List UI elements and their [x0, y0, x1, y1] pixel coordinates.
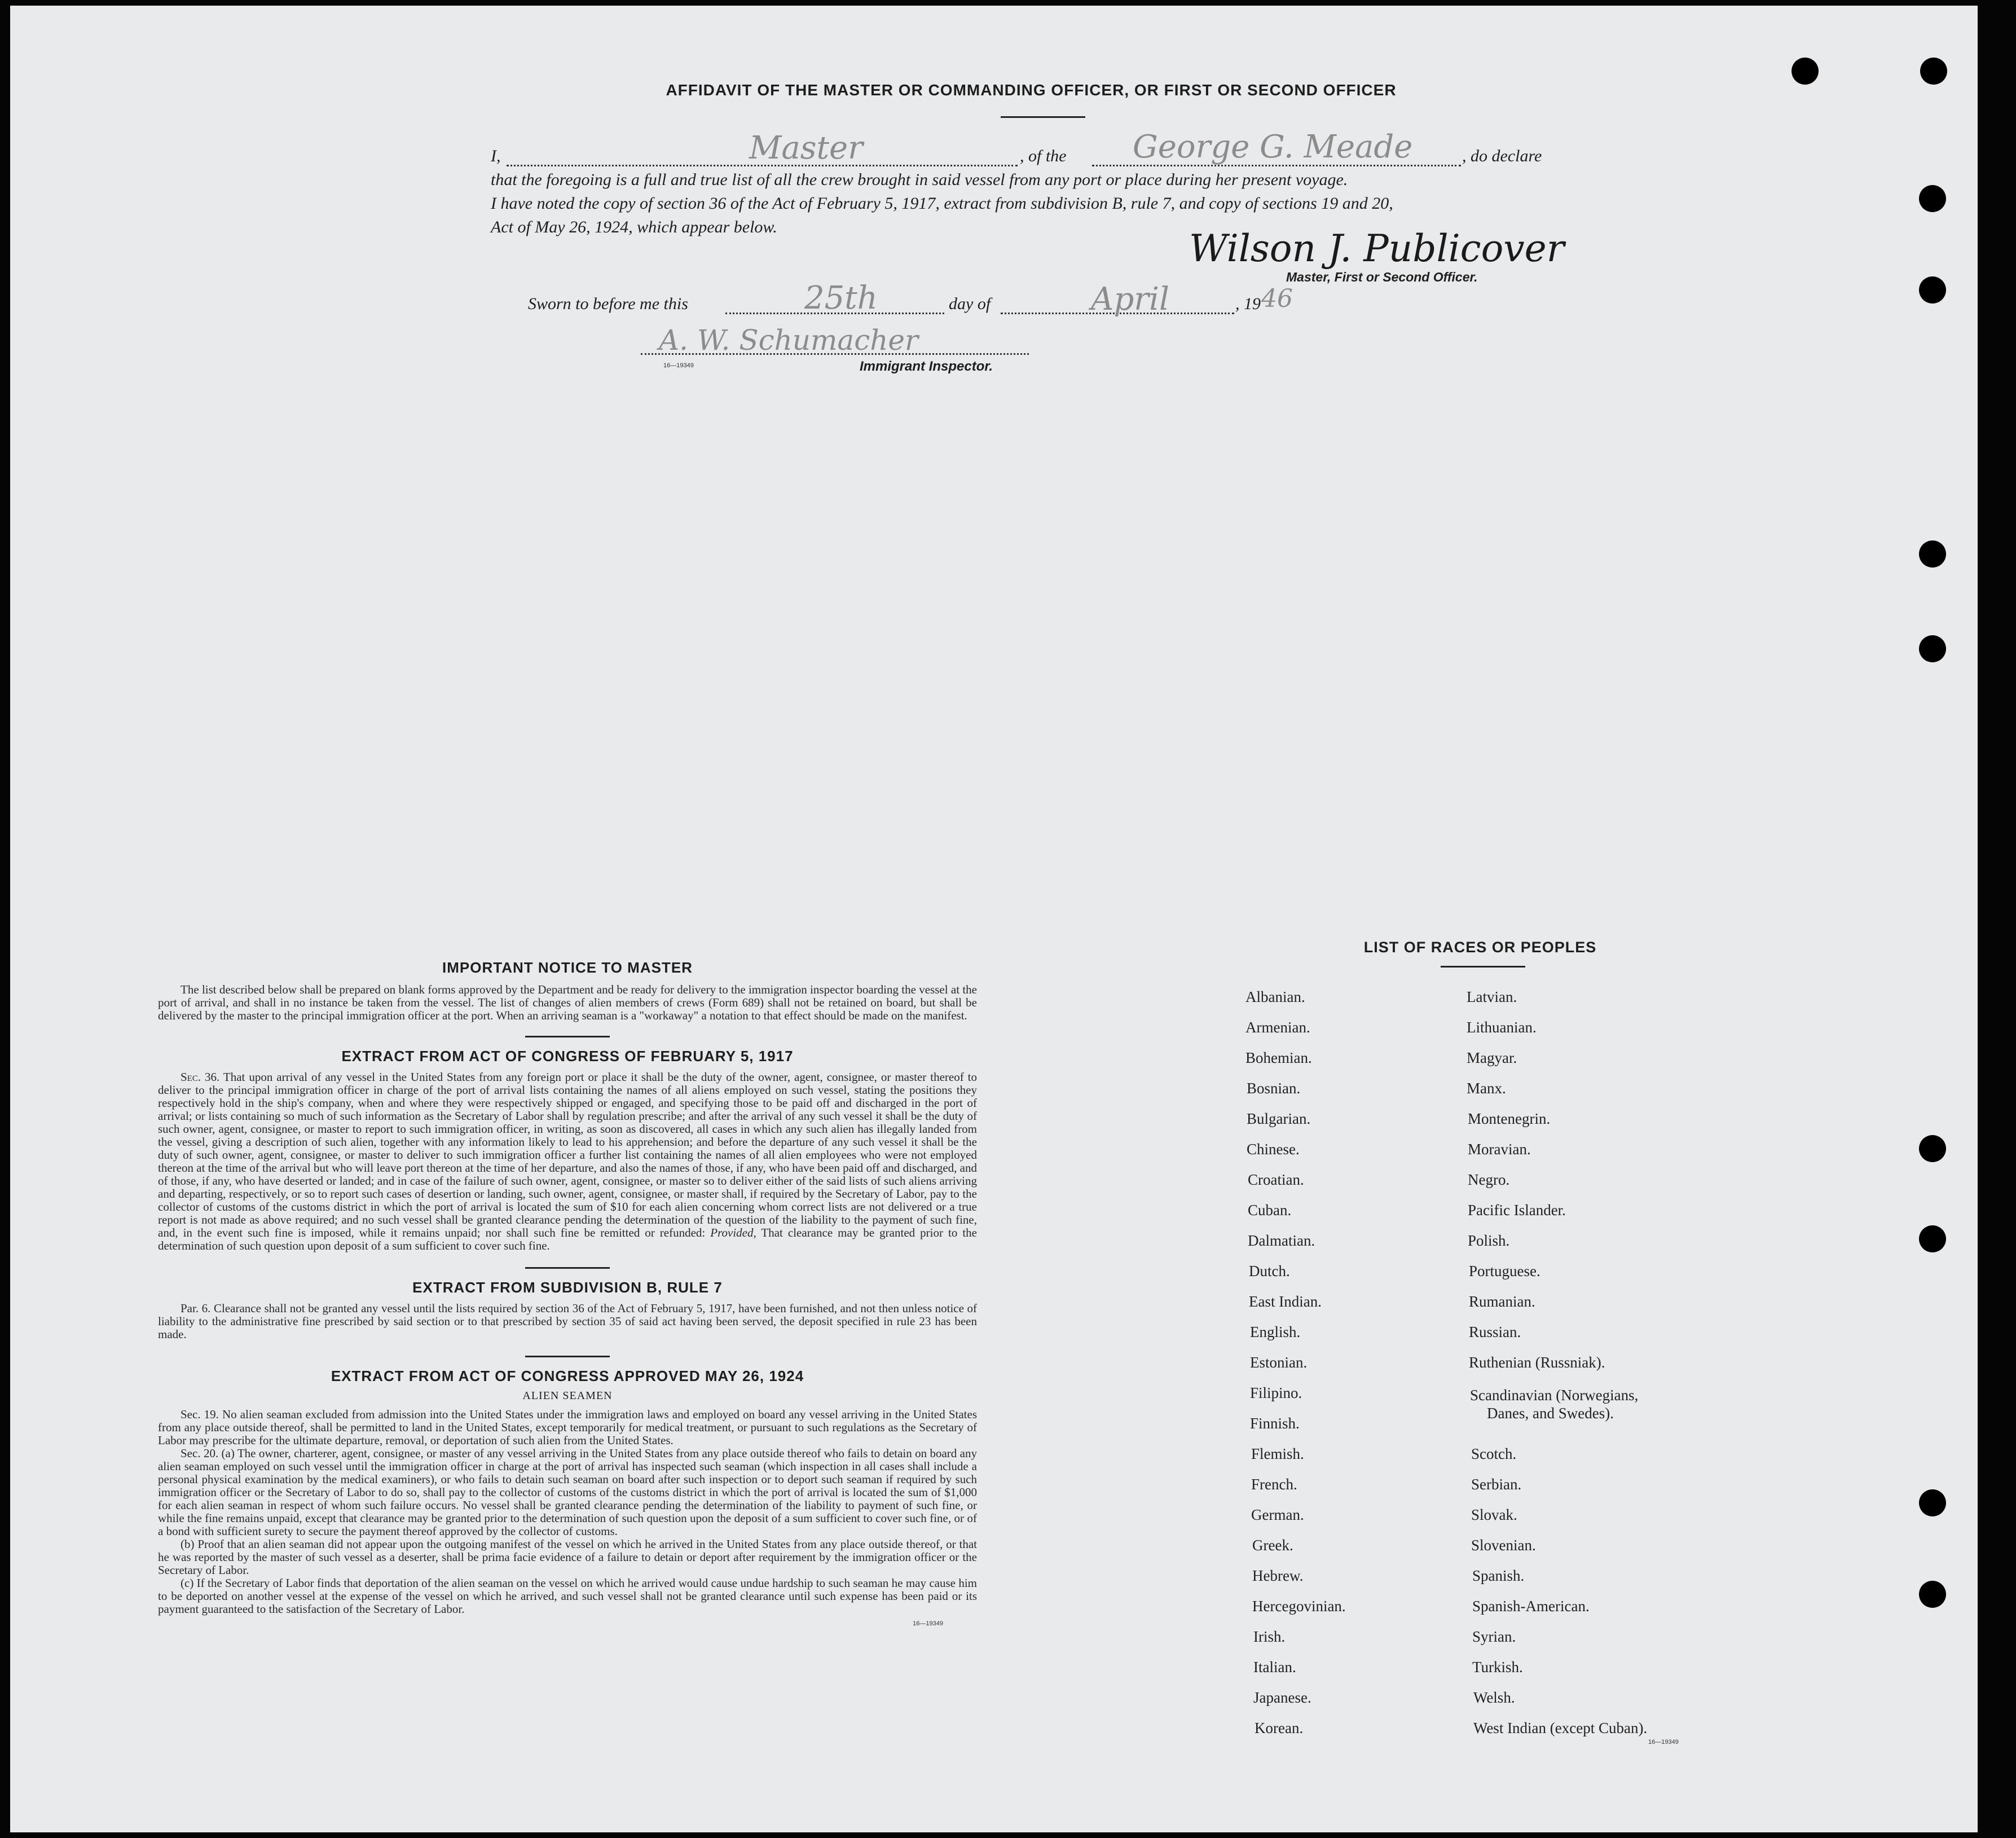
- sec-20c-body: (c) If the Secretary of Labor finds that deportation of the alien seaman on the vessel on which he arrived would cause undue hardship to such seaman he may cause him to be deported on another vessel at the expense of the vessel on which he arrived, and such vessel shall not be granted clearance until such expense has been paid or its payment guaranteed to the satisfaction of the Secretary of Labor.: [158, 1576, 977, 1616]
- race-left: Finnish.: [1250, 1415, 1300, 1432]
- punch-hole: [1791, 58, 1819, 85]
- sec-19-body: Sec. 19. No alien seaman excluded from admission into the United States under the immigration laws and employed on board any vessel arriving in the United States from any place outside thereof, shall be permitted to land in the United States, except temporarily for medical treatment, or pursuant to such regulations as the Secretary of Labor may prescribe for the ultimate departure, removal, or deportation of such alien from the United States.: [158, 1408, 977, 1447]
- master-caption: Master, First or Second Officer.: [1286, 270, 1478, 284]
- divider: [1441, 966, 1525, 968]
- punch-hole: [1919, 276, 1946, 304]
- race-right: Syrian.: [1472, 1628, 1516, 1645]
- punch-hole: [1919, 185, 1946, 212]
- race-right: Pacific Islander.: [1468, 1202, 1566, 1219]
- race-left: Filipino.: [1250, 1384, 1302, 1401]
- punch-hole: [1920, 58, 1947, 85]
- race-right: Polish.: [1468, 1232, 1510, 1249]
- race-right: Welsh.: [1473, 1689, 1515, 1706]
- race-left: Dalmatian.: [1248, 1232, 1315, 1249]
- race-right: Spanish.: [1472, 1567, 1525, 1584]
- race-left: Flemish.: [1251, 1445, 1304, 1462]
- extract-1917-body: [158, 1071, 977, 1252]
- races-form-number: 16—19349: [1648, 1739, 1679, 1745]
- day-handwritten: 25th: [804, 280, 878, 316]
- punch-hole: [1919, 540, 1946, 568]
- affidavit-line-3: I have noted the copy of section 36 of the Act of February 5, 1917, extract from subdivision B, rule 7, and copy of sections 19 and 20,: [491, 194, 1393, 213]
- extract-rule7-title: EXTRACT FROM SUBDIVISION B, RULE 7: [412, 1279, 723, 1296]
- affidavit-title: AFFIDAVIT OF THE MASTER OR COMMANDING OFFICER, OR FIRST OR SECOND OFFICER: [666, 81, 1397, 99]
- extract-1924-title: EXTRACT FROM ACT OF CONGRESS APPROVED MAY 26, 1924: [331, 1367, 804, 1384]
- race-right: Spanish-American.: [1472, 1598, 1590, 1615]
- affidavit-i-label: I,: [491, 147, 501, 165]
- race-right: Scotch.: [1471, 1445, 1517, 1462]
- affidavit-line-2: that the foregoing is a full and true list of all the crew brought in said vessel from any port or place during her present voyage.: [491, 170, 1348, 189]
- extract-form-number: 16—19349: [913, 1620, 943, 1627]
- master-signature: Wilson J. Publicover: [1189, 227, 1565, 270]
- race-left: English.: [1250, 1323, 1301, 1340]
- year-handwritten: 46: [1261, 284, 1293, 313]
- race-right: West Indian (except Cuban).: [1473, 1720, 1648, 1736]
- race-right: Montenegrin.: [1468, 1110, 1551, 1127]
- race-left: Italian.: [1253, 1659, 1296, 1676]
- race-right: Serbian.: [1471, 1476, 1522, 1493]
- extract-1917-title: EXTRACT FROM ACT OF CONGRESS OF FEBRUARY 5, 1917: [341, 1048, 794, 1065]
- race-left: Bulgarian.: [1247, 1110, 1311, 1127]
- race-right: Portuguese.: [1469, 1263, 1540, 1279]
- race-left: Greek.: [1252, 1537, 1293, 1554]
- punch-hole: [1919, 1581, 1946, 1608]
- race-right: Rumanian.: [1469, 1293, 1535, 1310]
- race-left: Albanian.: [1245, 988, 1305, 1005]
- race-right: Moravian.: [1468, 1141, 1531, 1158]
- document-page: [10, 6, 1978, 1832]
- sworn-label: Sworn to before me this: [528, 294, 688, 313]
- race-right: Turkish.: [1472, 1659, 1523, 1676]
- race-left: Armenian.: [1245, 1019, 1310, 1036]
- proviso-label: Provided,: [710, 1226, 756, 1239]
- race-right: Ruthenian (Russniak).: [1469, 1354, 1605, 1371]
- sec-20b-body: (b) Proof that an alien seaman did not appear upon the outgoing manifest of the vessel on which he arrived in the United States from any place outside thereof, or that he was reported by the master of such vessel as a deserter, shall be prima facie evidence of a failure to detain or deport after requirement by the immigration officer or the Secretary of Labor.: [158, 1537, 977, 1577]
- of-the-label: , of the: [1020, 147, 1067, 165]
- race-left: Korean.: [1255, 1720, 1304, 1736]
- vessel-handwritten: George G. Meade: [1133, 129, 1413, 165]
- race-left: Bohemian.: [1245, 1049, 1312, 1066]
- race-right: Negro.: [1468, 1171, 1510, 1188]
- rank-handwritten: Master: [749, 130, 863, 166]
- punch-hole: [1919, 1135, 1946, 1162]
- race-left: Bosnian.: [1247, 1080, 1301, 1097]
- day-of-label: day of: [949, 294, 991, 313]
- proviso-text: That clearance may be granted prior to the determination of such question upon deposit of a sum sufficient to cover such fine.: [158, 1226, 978, 1252]
- affidavit-form-number: 16—19349: [663, 362, 694, 369]
- race-left: Croatian.: [1248, 1171, 1304, 1188]
- divider: [1001, 116, 1085, 118]
- race-right: Slovak.: [1471, 1506, 1517, 1523]
- alien-seamen-subtitle: ALIEN SEAMEN: [522, 1390, 613, 1402]
- race-right: Lithuanian.: [1467, 1019, 1537, 1036]
- race-right: Russian.: [1469, 1323, 1521, 1340]
- sec-36-text: That upon arrival of any vessel in the United States from any foreign port or place it shall be the duty of the owner, agent, consignee, or master thereof to deliver to the principal immigration officer in charge of the port of arrival lists containing the names of all aliens employed on such vessel, stating the positions they respectively hold in the ship's company, when and where they were respectively shipped or engaged, and specifying those to be paid off and discharged in the port of arrival; or lists containing so much of such information as the Secretary of Labor shall by regulation prescribe; and after the arrival of any such vessel it shall be the duty of such owner, agent, consignee, or master to report to such immigration officer, in writing, as soon as discovered, all cases in which any such alien has illegally landed from the vessel, giving a description of such alien, together with any information likely to lead to his apprehension; and before the departure of any such vessel it shall be the duty of such owner, agent, consignee, or master to deliver to such immigration officer a further list containing the names of all alien employees who were not employed thereon at the time of the arrival but who will leave port thereon at the time of her departure, and also the names of those, if any, who have been paid off and discharged, and of those, if any, who have deserted or landed; and in case of the failure of such owner, agent, consignee, or master so to deliver either of the said lists of such aliens arriving and departing, respectively, or so to report such cases of desertion or landing, such owner, agent, consignee, or master shall, if required by the Secretary of Labor, pay to the collector of customs of the customs district in which the port of arrival is located the sum of $10 for each alien concerning whom correct lists are not delivered or a true report is not made as above required; and no such vessel shall be granted clearance pending the determination of the question of the liability to the payment of such fine, and, in the event such fine is imposed, while it remains unpaid; nor shall such fine be remitted or refunded:: [158, 1070, 978, 1239]
- punch-hole: [1919, 635, 1946, 662]
- races-title: LIST OF RACES OR PEOPLES: [1363, 939, 1597, 956]
- race-right: Magyar.: [1467, 1049, 1517, 1066]
- race-left: East Indian.: [1249, 1293, 1322, 1310]
- notice-body: The list described below shall be prepared on blank forms approved by the Department and be ready for delivery to the immigration inspector boarding the vessel at the port of arrival, and shall in no instance be taken from the vessel. The list of changes of alien members of crews (Form 689) shall not be retained on board, but shall be delivered by the master to the principal immigration officer at the port. When an arriving seaman is a "workaway" a notation to that effect should be made on the manifest.: [158, 983, 977, 1022]
- inspector-signature: A. W. Schumacher: [659, 324, 918, 357]
- race-right: Manx.: [1467, 1080, 1506, 1097]
- notice-title: IMPORTANT NOTICE TO MASTER: [442, 959, 693, 976]
- extract-rule7-body: Par. 6. Clearance shall not be granted any vessel until the lists required by section 36 of the Act of February 5, 1917, have been furnished, and not then unless notice of liability to the administrative fine prescribed by said section or to that prescribed by section 35 of said act having been served, the deposit specified in rule 23 has been made.: [158, 1301, 977, 1341]
- race-right: Scandinavian (Norwegians,: [1470, 1387, 1639, 1404]
- race-left: Hebrew.: [1252, 1567, 1304, 1584]
- punch-hole: [1919, 1225, 1946, 1252]
- race-right: Slovenian.: [1471, 1537, 1536, 1554]
- notices-column: [158, 959, 977, 1627]
- affidavit-line-4: Act of May 26, 1924, which appear below.: [491, 218, 777, 236]
- race-left: Japanese.: [1253, 1689, 1311, 1706]
- race-left: German.: [1251, 1506, 1304, 1523]
- race-left: Cuban.: [1248, 1202, 1292, 1219]
- sec-20a-body: Sec. 20. (a) The owner, charterer, agent, consignee, or master of any vessel arriving in the United States from any place outside thereof who fails to detain on board any alien seaman employed on such vessel until the immigration officer in charge at the port of arrival has inspected such seaman (which inspection in all cases shall include a personal physical examination by the medical examiners), or who fails to detain such seaman on board after such inspection or to deport such seaman if required by such immigration officer or the Secretary of Labor to do so, shall pay to the collector of customs of the customs district in which the port of arrival is located the sum of $1,000 for each alien seaman in respect of whom such failure occurs. No vessel shall be granted clearance pending the determination of the liability to payment of such fine, or while the fine remains unpaid, except that clearance may be granted prior to the determination of such question upon the deposit of a sum sufficient to cover such fine, or of a bond with sufficient surety to secure the payment thereof approved by the collector of customs.: [158, 1446, 977, 1538]
- do-declare-label: , do declare: [1462, 147, 1542, 165]
- race-right: Latvian.: [1467, 988, 1517, 1005]
- race-left: Hercegovinian.: [1252, 1598, 1346, 1615]
- sec-36-label: Sec. 36.: [181, 1070, 220, 1084]
- month-handwritten: April: [1091, 281, 1169, 318]
- race-left: French.: [1251, 1476, 1297, 1493]
- race-left: Chinese.: [1247, 1141, 1300, 1158]
- punch-hole: [1919, 1489, 1946, 1516]
- year-prefix: , 19: [1235, 294, 1261, 313]
- race-left: Estonian.: [1250, 1354, 1308, 1371]
- race-right: Danes, and Swedes).: [1487, 1405, 1614, 1422]
- race-left: Dutch.: [1249, 1263, 1290, 1279]
- race-left: Irish.: [1253, 1628, 1286, 1645]
- inspector-caption: Immigrant Inspector.: [860, 359, 993, 374]
